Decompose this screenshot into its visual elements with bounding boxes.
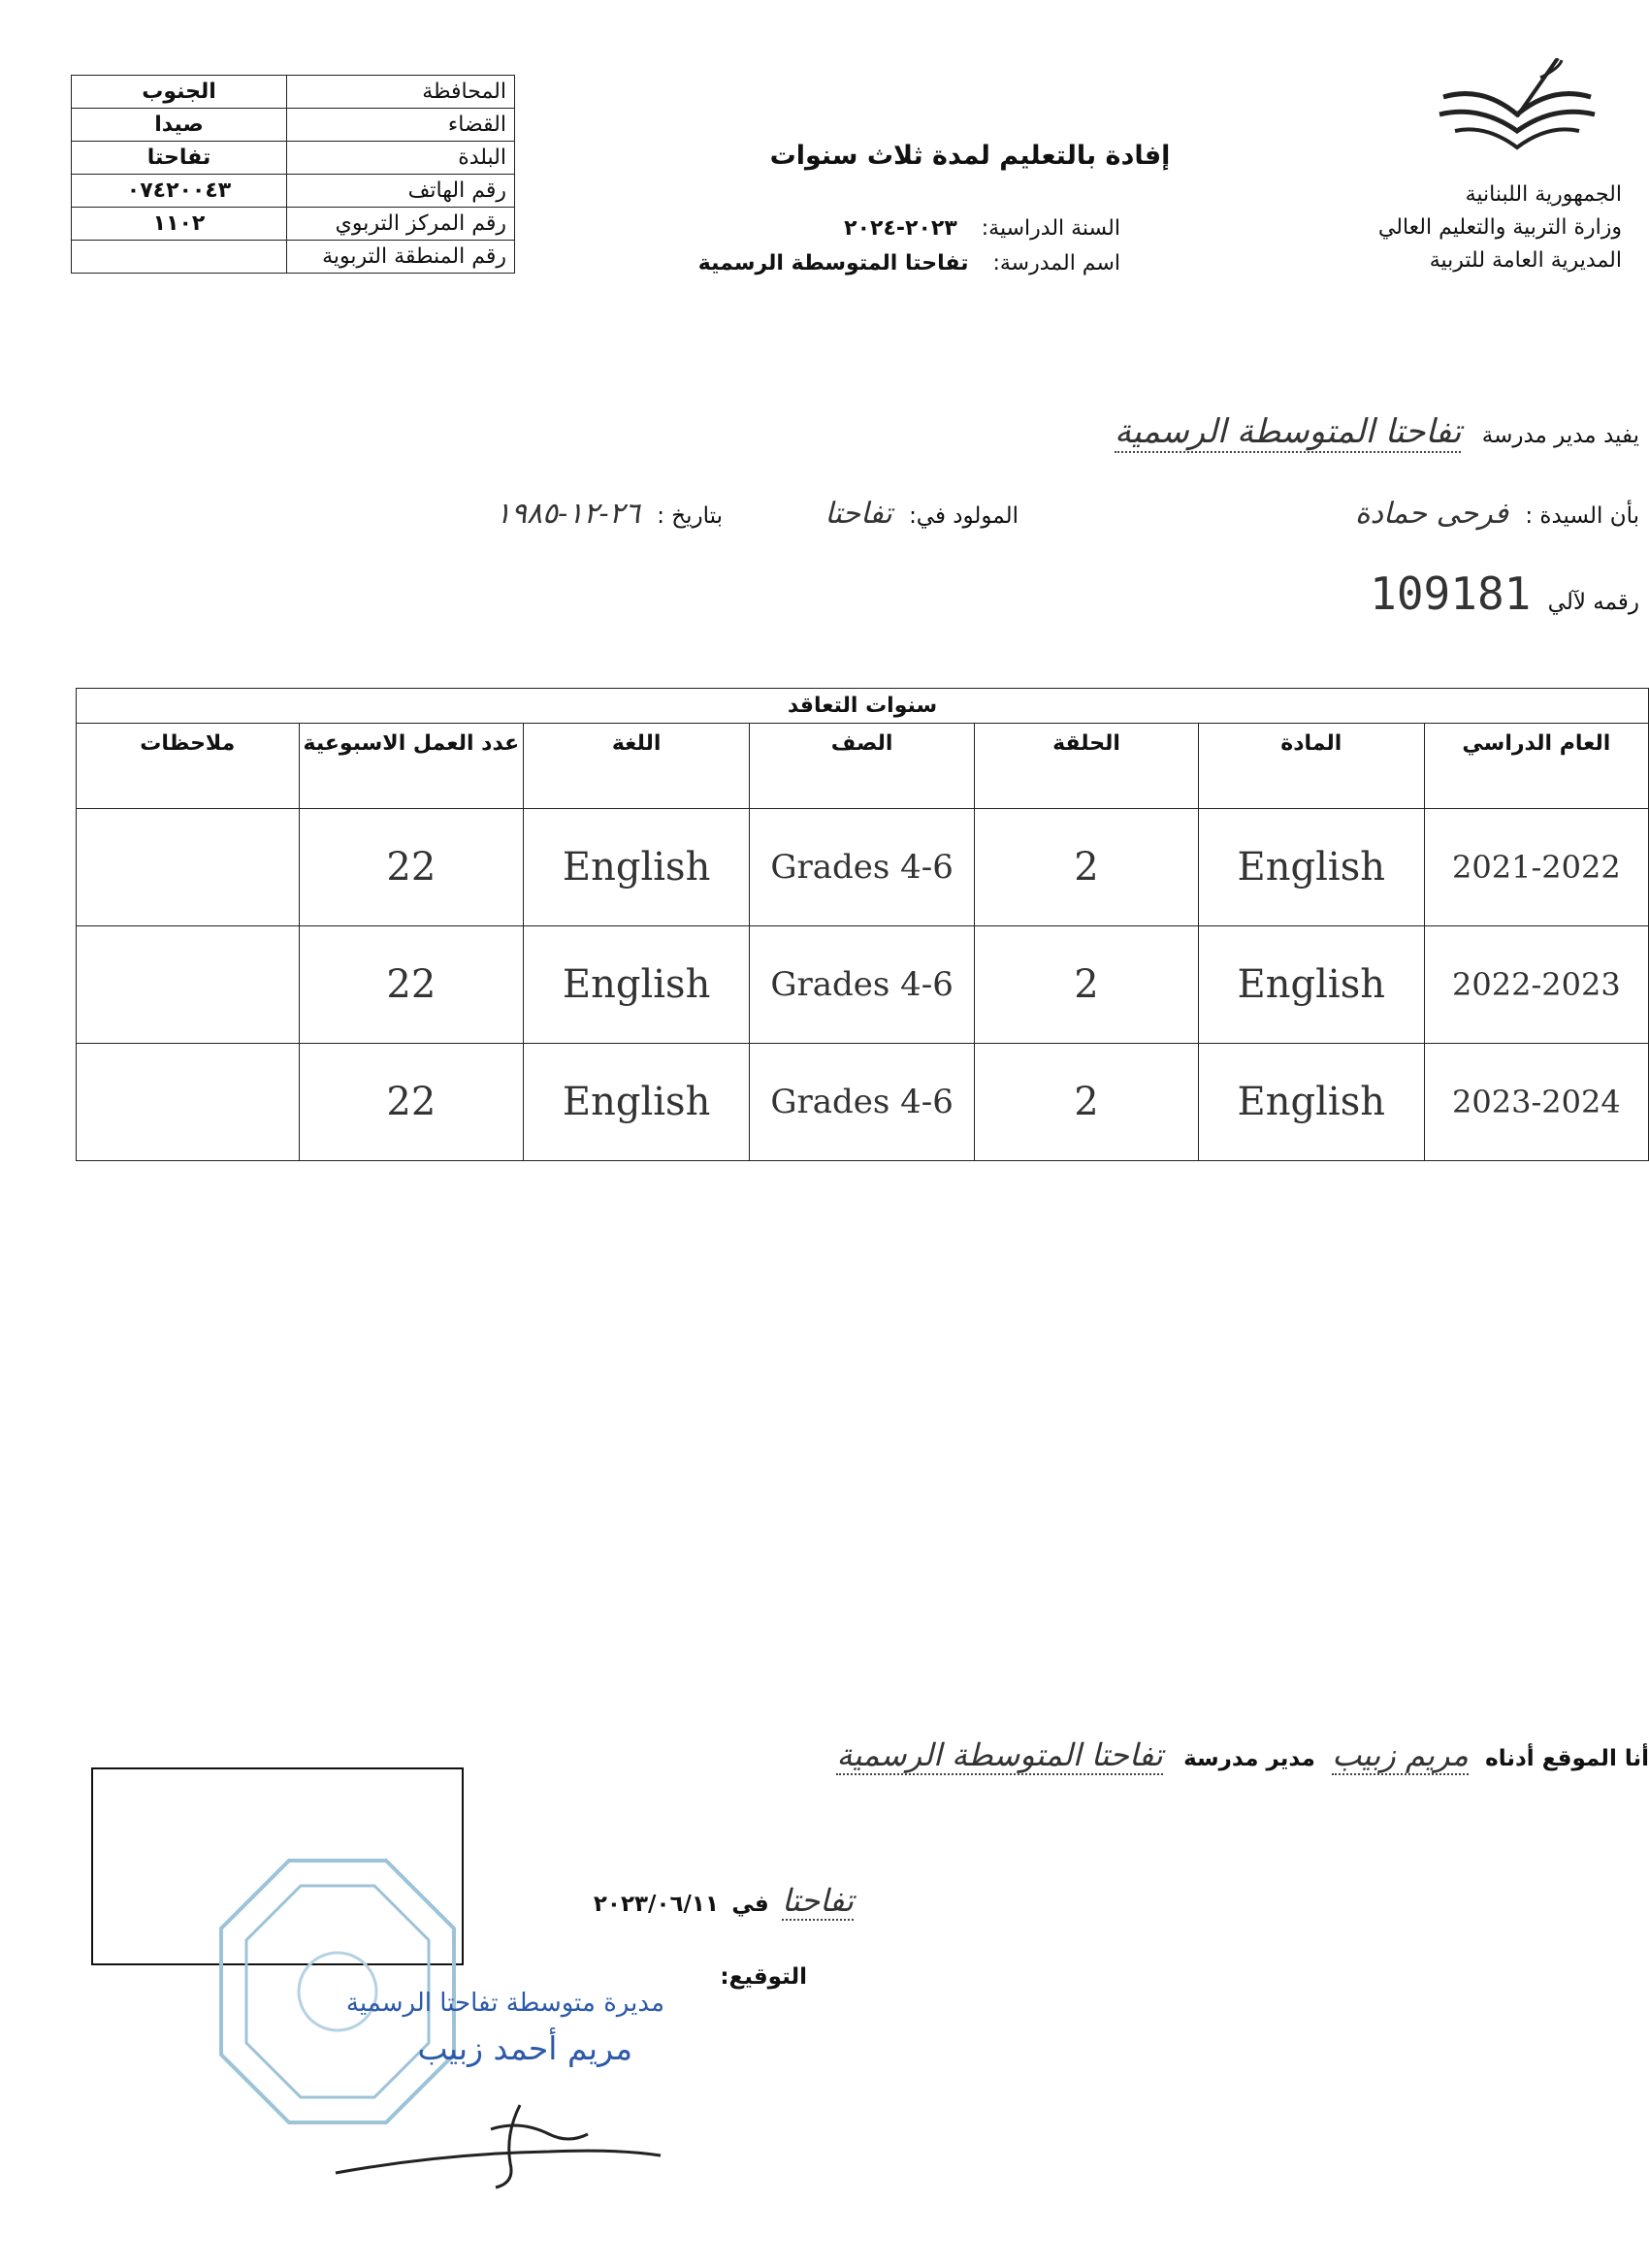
info-label: رقم الهاتف: [287, 175, 515, 208]
director-school: تفاحتا المتوسطة الرسمية: [836, 1736, 1163, 1773]
birth-date-line: [496, 497, 723, 531]
birth-date: ٢٦-١٢-١٩٨٥: [495, 497, 640, 531]
table-cell: 2023-2024: [1424, 1044, 1648, 1161]
table-cell: 22: [299, 809, 524, 926]
signed-name: مريم زبيب: [1332, 1736, 1469, 1773]
table-cell: Grades 4-6: [750, 809, 975, 926]
signature-label: التوقيع:: [720, 1964, 807, 1990]
contract-years-table: [76, 688, 1649, 1161]
signed-label: أنا الموقع أدناه: [1485, 1746, 1649, 1771]
school-value: تفاحتا المتوسطة الرسمية: [697, 251, 969, 275]
born-place: تفاحتا: [824, 497, 892, 531]
table-title: سنوات التعاقد: [77, 689, 1649, 724]
info-value: [72, 241, 287, 274]
info-label: المحافظة: [287, 76, 515, 109]
signature-icon: [326, 2095, 675, 2192]
info-value: صيدا: [72, 109, 287, 142]
table-cell: [77, 1044, 300, 1161]
table-cell: [77, 809, 300, 926]
teacher-line: [1355, 497, 1639, 531]
info-row: [72, 175, 515, 208]
table-row: [77, 926, 1649, 1044]
table-cell: 2: [975, 809, 1199, 926]
info-value: ١١٠٢: [72, 208, 287, 241]
table-cell: 2022-2023: [1424, 926, 1648, 1044]
table-cell: English: [524, 1044, 750, 1161]
column-header: الحلقة: [975, 724, 1199, 809]
table-cell: English: [524, 926, 750, 1044]
info-row: [72, 76, 515, 109]
column-header: عدد العمل الاسبوعية: [299, 724, 524, 809]
date-label: بتاريخ :: [657, 503, 723, 529]
ministry-line: المديرية العامة للتربية: [1429, 248, 1622, 273]
place: تفاحتا: [781, 1882, 854, 1919]
table-cell: 22: [299, 1044, 524, 1161]
table-cell: Grades 4-6: [750, 1044, 975, 1161]
school-label: اسم المدرسة:: [992, 251, 1120, 275]
director-line-label: يفيد مدير مدرسة: [1481, 423, 1639, 448]
column-header: المادة: [1198, 724, 1424, 809]
table-cell: 2: [975, 1044, 1199, 1161]
info-label: رقم المركز التربوي: [287, 208, 515, 241]
table-cell: 2: [975, 926, 1199, 1044]
stamp-line-2: مريم أحمد زبيب: [417, 2029, 632, 2067]
table-row: [77, 1044, 1649, 1161]
info-row: [72, 241, 515, 274]
info-label: رقم المنطقة التربوية: [287, 241, 515, 274]
document-title: إفادة بالتعليم لمدة ثلاث سنوات: [769, 141, 1171, 171]
info-row: [72, 109, 515, 142]
column-header: العام الدراسي: [1424, 724, 1648, 809]
info-table: [71, 75, 515, 274]
year-label: السنة الدراسية:: [981, 216, 1120, 241]
ministry-logo-icon: [1434, 58, 1600, 165]
ministry-header: [1378, 178, 1622, 277]
place-date-label: في: [731, 1892, 769, 1917]
table-cell: English: [1198, 1044, 1424, 1161]
place-date-value: ٢٠٢٣/٠٦/١١: [593, 1892, 719, 1917]
year-row: [844, 216, 1120, 241]
signed-line: [836, 1736, 1649, 1775]
column-header: الصف: [750, 724, 975, 809]
table-cell: 22: [299, 926, 524, 1044]
stamp-line-1: مديرة متوسطة تفاحتا الرسمية: [345, 1989, 664, 2018]
info-label: القضاء: [287, 109, 515, 142]
info-value: ٠٧٤٢٠٠٤٣: [72, 175, 287, 208]
director-line-school: تفاحتا المتوسطة الرسمية: [1115, 412, 1462, 451]
number-value: 109181: [1370, 567, 1532, 620]
number-label: رقمه لآلي: [1547, 590, 1639, 615]
info-row: [72, 142, 515, 175]
ministry-line: وزارة التربية والتعليم العالي: [1377, 215, 1622, 240]
birth-line: [824, 497, 1018, 531]
table-cell: 2021-2022: [1424, 809, 1648, 926]
teacher-label: بأن السيدة :: [1525, 503, 1639, 529]
info-value: الجنوب: [72, 76, 287, 109]
table-cell: English: [1198, 809, 1424, 926]
teacher-name: فرحى حمادة: [1354, 497, 1509, 531]
table-cell: [77, 926, 300, 1044]
ministry-line: الجمهورية اللبنانية: [1465, 182, 1622, 207]
column-header: اللغة: [524, 724, 750, 809]
table-cell: Grades 4-6: [750, 926, 975, 1044]
director-label: مدير مدرسة: [1183, 1746, 1315, 1771]
info-label: البلدة: [287, 142, 515, 175]
table-row: [77, 809, 1649, 926]
info-row: [72, 208, 515, 241]
info-value: تفاحتا: [72, 142, 287, 175]
table-cell: English: [1198, 926, 1424, 1044]
director-line: [1115, 412, 1639, 453]
column-header: ملاحظات: [77, 724, 300, 809]
table-cell: English: [524, 809, 750, 926]
school-row: [698, 251, 1120, 275]
born-label: المولود في:: [909, 503, 1018, 529]
year-value: ٢٠٢٣-٢٠٢٤: [844, 216, 957, 241]
place-date-line: [594, 1882, 854, 1921]
number-line: [1370, 567, 1639, 620]
